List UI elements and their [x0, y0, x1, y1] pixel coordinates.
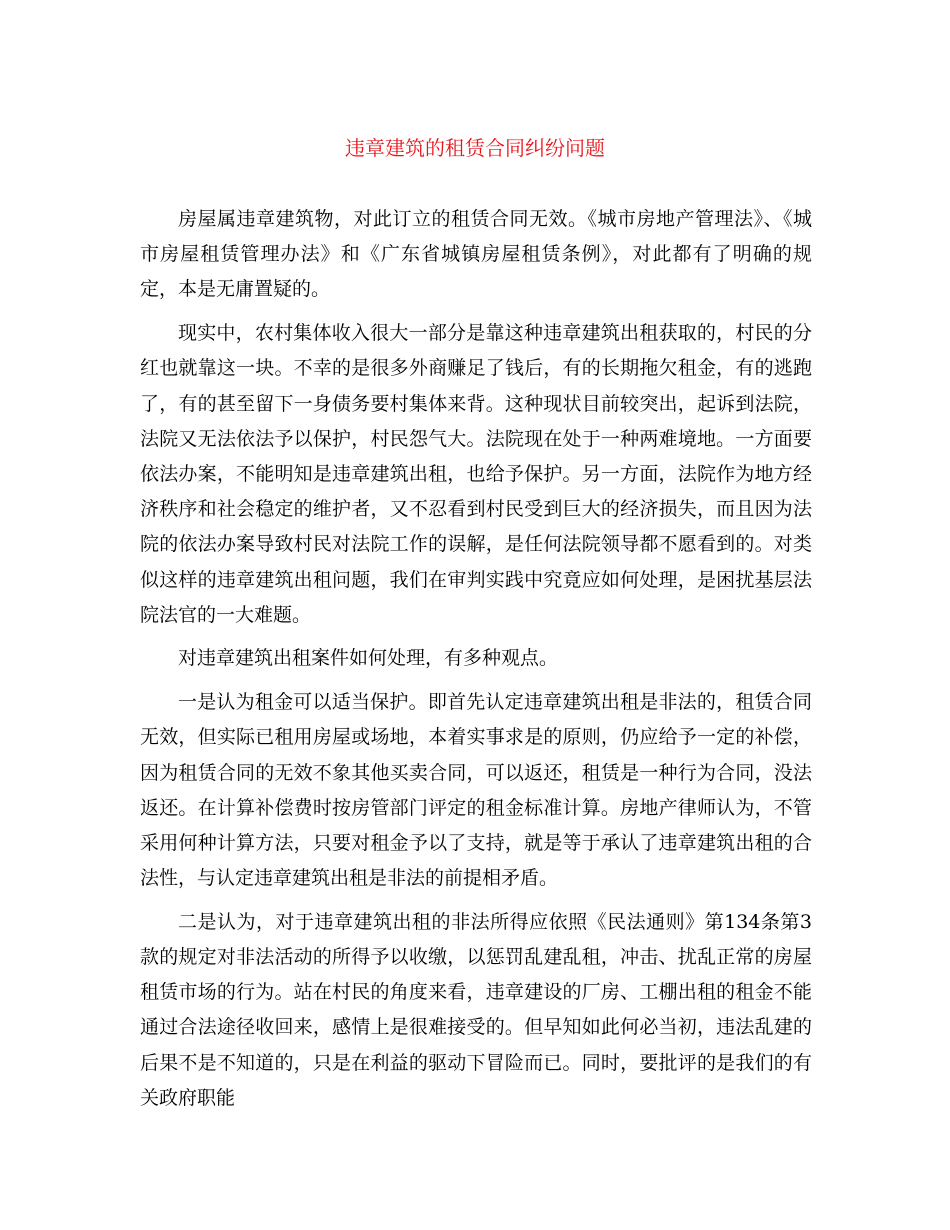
document-body — [140, 202, 812, 1125]
paragraph: 一是认为租金可以适当保护。即首先认定违章建筑出租是非法的，租赁合同无效，但实际已租用房屋或场地，本着实事求是的原则，仍应给予一定的补偿，因为租赁合同的无效不象其他买卖合同，可以返还，租赁是一种行为合同，没法返还。在计算补偿费时按房管部门评定的租金标准计算。房地产律师认为，不管采用何种计算方法，只要对租金予以了支持，就是等于承认了违章建筑出租的合法性，与认定违章建筑出租是非法的前提相矛盾。 — [140, 691, 812, 890]
document-title: 违章建筑的租赁合同纠纷问题 — [345, 136, 605, 160]
paragraph: 对违章建筑出租案件如何处理，有多种观点。 — [178, 647, 559, 670]
paragraph: 房屋属违章建筑物，对此订立的租赁合同无效。《城市房地产管理法》、《城市房屋租赁管理办法》和《广东省城镇房屋租赁条例》，对此都有了明确的规定，本是无庸置疑的。 — [140, 208, 812, 301]
paragraph: 二是认为，对于违章建筑出租的非法所得应依照《民法通则》第134条第3款的规定对非法活动的所得予以收缴，以惩罚乱建乱租，冲击、扰乱正常的房屋租赁市场的行为。站在村民的角度来看，违章建设的厂房、工棚出租的租金不能通过合法途径收回来，感情上是很难接受的。但早知如此何必当初，违法乱建的后果不是不知道的，只是在利益的驱动下冒险而已。同时，要批评的是我们的有关政府职能 — [140, 910, 812, 1109]
paragraph: 现实中，农村集体收入很大一部分是靠这种违章建筑出租获取的，村民的分红也就靠这一块。不幸的是很多外商赚足了钱后，有的长期拖欠租金，有的逃跑了，有的甚至留下一身债务要村集体来背。这种现状目前较突出，起诉到法院，法院又无法依法予以保护，村民怨气大。法院现在处于一种两难境地。一方面要依法办案，不能明知是违章建筑出租，也给予保护。另一方面，法院作为地方经济秩序和社会稳定的维护者，又不忍看到村民受到巨大的经济损失，而且因为法院的依法办案导致村民对法院工作的误解，是任何法院领导都不愿看到的。对类似这样的违章建筑出租问题，我们在审判实践中究竟应如何处理，是困扰基层法院法官的一大难题。 — [140, 322, 812, 626]
